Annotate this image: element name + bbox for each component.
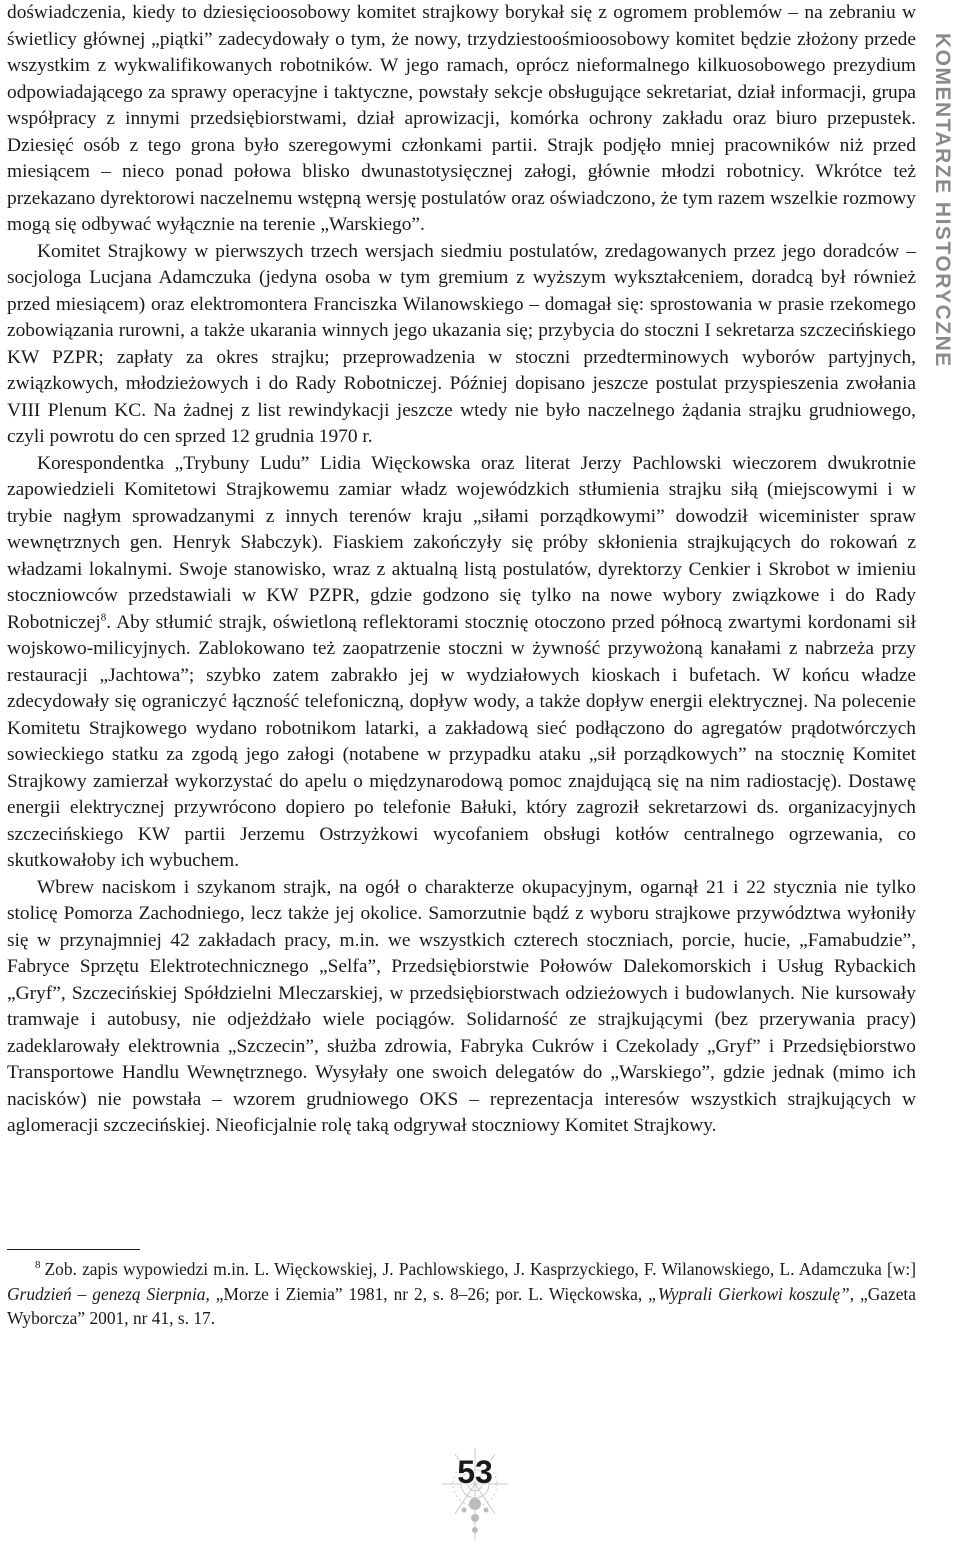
- footnote-title-1: Grudzień – genezą Sierpnia: [7, 1283, 206, 1304]
- section-side-title: [924, 0, 960, 400]
- paragraph-3-part-1: Korespondentka „Trybuny Ludu” Lidia Więckowska oraz literat Jerzy Pachlowski wieczorem dwukrotnie zapowiedzieli Komitetowi Strajkowemu zamiar władz wojewódzkich stłumienia strajku siłą (miejscowymi i w trybie nagłym sprowadzanymi z innych terenów kraju „siłami porządkowymi” dowodził wiceminister spraw wewnętrznych gen. Henryk Słabczyk). Fiaskiem zakończyły się próby skłonienia strajkujących do rokowań z władzami lokalnymi. Swoje stanowisko, wraz z aktualną listą postulatów, dyrektorzy Cenkier i Skrobot w imieniu stoczniowców przedstawiali w KW PZPR, gdzie godzono się tylko na nowe wybory związkowe i do Rady Robotniczej: [7, 452, 916, 633]
- paragraph-3-part-2: . Aby stłumić strajk, oświetloną reflektorami stocznię otoczono przed północą zwartymi kordonami sił wojskowo-milicyjnych. Zablokowano też zaopatrzenie stoczni w żywność przywożoną kanałami z nabrzeża przy restauracji „Jachtowa”; szybko zatem zabrakło jej w wydziałowych kioskach i bufetach. W końcu władze zdecydowały się ograniczyć łączność telefoniczną, dopływ wody, a także dopływ energii elektrycznej. Na polecenie Komitetu Strajkowego wydano robotnikom latarki, a zakładową sieć podłączono do agregatów prądotwórczych sowieckiego statku za zgodą jego załogi (notabene w przypadku ataku „sił porządkowych” na stocznię Komitet Strajkowy zamierzał wykorzystać do apelu o międzynarodową pomoc znajdującą się na nim radiostację). Dostawę energii elektrycznej przywrócono dopiero po telefonie Bałuki, który zagroził sekretarzowi ds. organizacyjnych szczecińskiego KW partii Jerzemu Ostrzyżkowi wycofaniem obsługi kotłów centralnego ogrzewania, co skutkowałoby ich wybuchem.: [7, 611, 916, 871]
- footnote-mark: 8: [35, 1259, 41, 1272]
- page-number-block: [420, 1444, 530, 1544]
- paragraph-2: Komitet Strajkowy w pierwszych trzech wersjach siedmiu postulatów, zredagowanych przez jego doradców – socjologa Lucjana Adamczuka (jedyna osoba w tym gremium z wyższym wykształceniem, doradcą był również przed miesiącem) oraz elektromontera Franciszka Wilanowskiego – domagał się: sprostowania w prasie rzekomego zobowiązania rurowni, a także ukarania winnych jego ukazania się; przybycia do stoczni I sekretarza szczecińskiego KW PZPR; zapłaty za okres strajku; przeprowadzenia w stoczni przedterminowych wyborów partyjnych, związkowych, młodzieżowych i do Rady Robotniczej. Później dopisano jeszcze postulat przyspieszenia zwołania VIII Plenum KC. Na żadnej z list rewindykacji jeszcze wtedy nie było naczelnego żądania strajku grudniowego, czyli powrotu do cen sprzed 12 grudnia 1970 r.: [7, 240, 916, 447]
- footnote-text-3: , „Gazeta Wyborcza” 2001, nr 41, s. 17.: [7, 1283, 916, 1328]
- footnote-divider: [7, 1249, 140, 1250]
- footnote-8: [7, 1257, 916, 1331]
- footnote-reference[interactable]: 8: [100, 611, 107, 624]
- footnote-title-2: „Wyprali Gierkowi koszulę”: [648, 1283, 850, 1304]
- footnote-text-2: , „Morze i Ziemia” 1981, nr 2, s. 8–26; por. L. Więckowska,: [205, 1283, 649, 1304]
- article-body: [7, 0, 916, 1140]
- paragraph-3: [7, 451, 916, 875]
- footnote-text-1: Zob. zapis wypowiedzi m.in. L. Więckowskiej, J. Pachlowskiego, J. Kasprzyckiego, F. Wilanowskiego, L. Adamczuka [w:]: [44, 1259, 916, 1279]
- page-number: 53: [457, 1454, 493, 1490]
- side-title-text: KOMENTARZE HISTORYCZNE: [931, 32, 954, 368]
- paragraph-4: Wbrew naciskom i szykanom strajk, na ogół o charakterze okupacyjnym, ogarnął 21 i 22 stycznia nie tylko stolicę Pomorza Zachodniego, lecz także jej okolice. Samorzutnie bądź z wyboru strajkowe przywództwa wyłoniły się w przynajmniej 42 zakładach pracy, m.in. we wszystkich czterech stoczniach, porcie, hucie, „Famabudzie”, Fabryce Sprzętu Elektrotechnicznego „Selfa”, Przedsiębiorstwie Połowów Dalekomorskich i Usług Rybackich „Gryf”, Szczecińskiej Spółdzielni Mleczarskiej, w przedsiębiorstwach odzieżowych i budowlanych. Nie kursowały tramwaje i autobusy, nie odjeżdżało wiele pociągów. Solidarność ze strajkującymi (bez przerywania pracy) zadeklarowały elektrownia „Szczecin”, służba zdrowia, Fabryka Cukrów i Czekolady „Gryf” i Przedsiębiorstwo Transportowe Handlu Wewnętrznego. Wysyłały one swoich delegatów do „Warskiego”, gdzie jednak (mimo ich nacisków) nie powstała – wzorem grudniowego OKS – reprezentacja interesów wszystkich strajkujących w aglomeracji szczecińskiej. Nieoficjalnie rolę taką odgrywał stoczniowy Komitet Strajkowy.: [7, 876, 916, 1136]
- paragraph-1: doświadczenia, kiedy to dziesięcioosobowy komitet strajkowy borykał się z ogromem problemów – na zebraniu w świetlicy głównej „piątki” zadecydowały o tym, że nowy, trzydziestoośmioosobowy komitet będzie złożony przede wszystkim z wykwalifikowanych robotników. W jego ramach, oprócz nieformalnego kilkuosobowego prezydium odpowiadającego za sprawy operacyjne i taktyczne, powstały sekcje obsługujące sekretariat, dział informacji, grupa współpracy z innymi przedsiębiorstwami, dział aprowizacji, komórka ochrony zakładu oraz biuro przepustek. Dziesięć osób z tego grona było szeregowymi członkami partii. Strajk podjęło mniej pracowników niż przed miesiącem – nieco ponad połowa blisko dwunastotysięcznej załogi, głównie młodzi robotnicy. Wkrótce też przekazano dyrektorowi naczelnemu wstępną wersję postulatów oraz oświadczono, że tym razem wszelkie rozmowy mogą się odbywać wyłącznie na terenie „Warskiego”.: [7, 2, 916, 235]
